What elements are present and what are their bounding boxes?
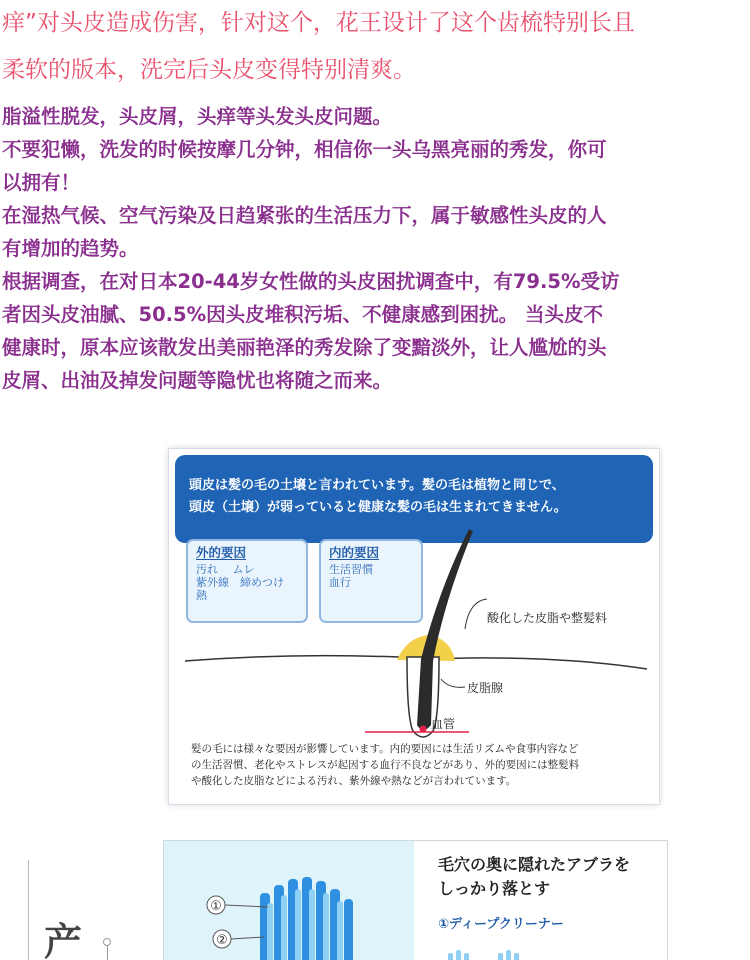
header-line: 頭皮（土壌）が弱っていると健康な髪の毛は生まれてきません。 (189, 500, 567, 515)
hair-shaft (417, 529, 473, 730)
internal-factors-title: 内的要因 (329, 545, 380, 560)
body-line: 有增加的趋势。 (2, 237, 139, 260)
brush-subtitle: ①ディープクリーナー (438, 917, 564, 932)
caption-line: の生活習慣、老化やストレスが起因する血行不良などがあり、外的要因には整髪料 (191, 759, 580, 771)
external-factors-title: 外的要因 (196, 545, 247, 560)
caption-line: や酸化した皮脂などによる汚れ、紫外線や熱などが言われています。 (191, 775, 517, 787)
intro-paragraph (0, 0, 750, 94)
body-line: 脂溢性脱发，头皮屑，头痒等头发头皮问题。 (2, 105, 393, 128)
brush-text-panel (416, 841, 668, 960)
brush-title-line: 毛穴の奥に隠れたアブラを (438, 855, 631, 874)
divider-line (28, 860, 29, 960)
brush-diagram (163, 840, 668, 960)
internal-factor-line: 生活習慣 (329, 563, 373, 576)
body-line: 健康时，原本应该散发出美丽艳泽的秀发除了变黯淡外，让人尴尬的头 (2, 336, 607, 359)
body-line: 根据调查，在对日本20-44岁女性做的头皮困扰调查中，有79.5%受访 (2, 270, 620, 293)
side-heading-char: 产 (44, 920, 83, 960)
body-line: 皮屑、出油及掉发问题等隐忧也将随之而来。 (2, 369, 393, 392)
scalp-diagram-caption (191, 741, 651, 789)
body-line: 者因头皮油腻、50.5%因头皮堆积污垢、不健康感到困扰。 当头皮不 (2, 303, 603, 326)
external-factor-line: 熱 (196, 589, 207, 602)
external-factors-box (186, 539, 308, 623)
sebaceous-gland-label: 皮脂腺 (467, 681, 504, 695)
bullet-dot-line (107, 946, 108, 960)
brush-bristles-illustration (164, 841, 414, 960)
brush-title (438, 853, 630, 901)
marker-1: ① (210, 899, 222, 914)
scalp-diagram (168, 448, 660, 805)
oxidized-sebum-label: 酸化した皮脂や整髪料 (487, 611, 608, 625)
body-paragraph (0, 100, 750, 397)
caption-line: 髪の毛には様々な要因が影響しています。内的要因には生活リズムや食事内容など (191, 743, 579, 755)
blood-vessel-label: 血管 (431, 717, 456, 731)
internal-factors-box (319, 539, 423, 623)
body-line: 以拥有！ (2, 171, 81, 194)
external-factor-line: 紫外線 締めつけ (196, 576, 284, 589)
brush-title-line: しっかり落とす (438, 879, 551, 898)
body-line: 在湿热气候、空气污染及日趋紧张的生活压力下，属于敏感性头皮的人 (2, 204, 607, 227)
brush-illustration-panel (164, 841, 414, 960)
body-line: 不要犯懒，洗发的时候按摩几分钟，相信你一头乌黑亮丽的秀发，你可 (2, 138, 607, 161)
internal-factor-line: 血行 (329, 576, 351, 589)
bullet-dot-icon (103, 938, 111, 946)
marker-2: ② (216, 933, 228, 948)
mini-bristles-icon (446, 947, 566, 960)
intro-line: 柔软的版本，洗完后头皮变得特别清爽。 (2, 57, 416, 83)
external-factor-line: 汚れ ムレ (196, 563, 255, 576)
intro-line: 痒”对头皮造成伤害，针对这个，花王设计了这个齿梳特别长且 (2, 10, 635, 36)
header-line: 頭皮は髪の毛の土壌と言われています。髪の毛は植物と同じで、 (189, 478, 565, 493)
